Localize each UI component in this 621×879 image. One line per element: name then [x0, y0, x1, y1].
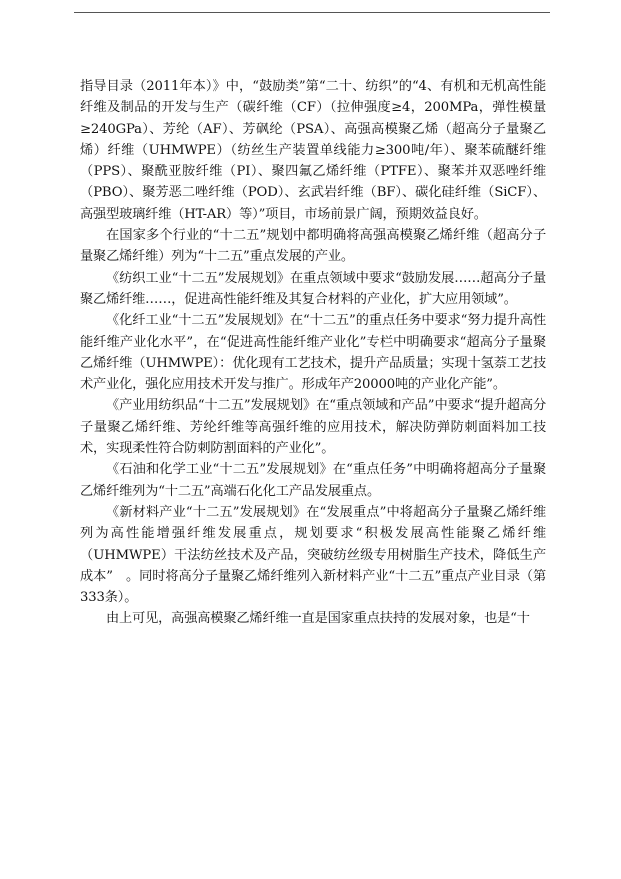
header-rule [74, 12, 550, 13]
paragraph-industrial-textiles-plan: 《产业用纺织品“十二五”发展规划》在“重点领域和产品”中要求“提升超高分子量聚乙烯纤维、芳纶纤维等高强纤维的应用技术，解决防弹防刺面料加工技术，实现柔性符合防刺防割面料的产业化”。 [80, 398, 546, 457]
paragraph-new-materials-plan: 《新材料产业“十二五”发展规划》在“发展重点”中将超高分子量聚乙烯纤维列为高性能增强纤维发展重点，规划要求“积极发展高性能聚乙烯纤维（UHMWPE）干法纺丝技术及产品，突破纺丝级专用树脂生产技术，降低生产成本” 。同时将高分子量聚乙烯纤维列入新材料产业“十二五”重点产业目录（第333条）。 [80, 504, 546, 606]
paragraph-textile-plan: 《纺织工业“十二五”发展规划》在重点领域中要求“鼓励发展……超高分子量聚乙烯纤维……，促进高性能纤维及其复合材料的产业化，扩大应用领域”。 [80, 270, 546, 307]
paragraph-catalog-continuation: 指导目录（2011年本）》中，“鼓励类”第“二十、纺织”的“4、有机和无机高性能纤维及制品的开发与生产（碳纤维（CF）（拉伸强度≥4，200MPa，弹性模量≥240GPa）、芳纶（AF）、芳砜纶（PSA）、高强高模聚乙烯（超高分子量聚乙烯）纤维（UHMWPE）（纺丝生产装置单线能力≥300吨/年）、聚苯硫醚纤维（PPS）、聚酰亚胺纤维（PI）、聚四氟乙烯纤维（PTFE）、聚苯并双恶唑纤维（PBO）、聚芳恶二唑纤维（POD）、玄武岩纤维（BF）、碳化硅纤维（SiCF）、高强型玻璃纤维（HT-AR）等）”项目，市场前景广阔，预期效益良好。 [80, 79, 546, 222]
paragraph-national-plans: 在国家多个行业的“十二五”规划中都明确将高强高模聚乙烯纤维（超高分子量聚乙烯纤维）列为“十二五”重点发展的产业。 [80, 228, 546, 265]
paragraph-chemical-fiber-plan: 《化纤工业“十二五”发展规划》在“十二五”的重点任务中要求“努力提升高性能纤维产业化水平”，在“促进高性能纤维产业化”专栏中明确要求“超高分子量聚乙烯纤维（UHMWPE）：优化现有工艺技术，提升产品质量；实现十氢萘工艺技术产业化，强化应用技术开发与推广。形成年产20000吨的产业化产能”。 [80, 313, 546, 393]
document-body [80, 76, 546, 630]
paragraph-conclusion: 由上可见，高强高模聚乙烯纤维一直是国家重点扶持的发展对象，也是“十 [106, 611, 530, 627]
paragraph-petrochemical-plan: 《石油和化学工业“十二五”发展规划》在“重点任务”中明确将超高分子量聚乙烯纤维列为“十二五”高端石化化工产品发展重点。 [80, 462, 546, 499]
